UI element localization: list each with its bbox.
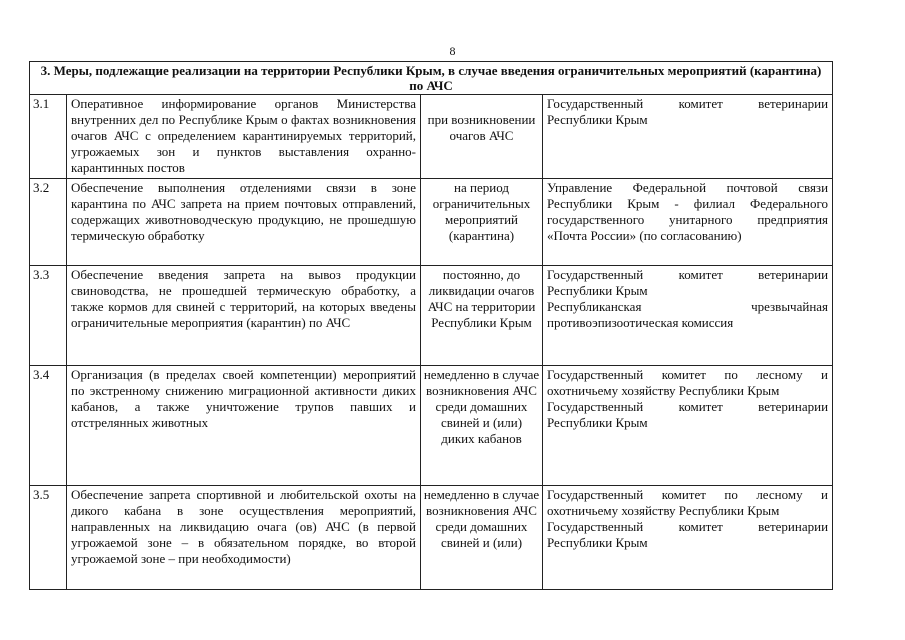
responsible-cell [543,366,833,486]
page-number: 8 [449,44,456,58]
section-title: 3. Меры, подлежащие реализации на территории Республики Крым, в случае введения ограничительных мероприятий (карантина) по АЧС [30,62,833,95]
row-number: 3.2 [30,179,67,266]
measure-cell: Обеспечение выполнения отделениями связи в зоне карантина по АЧС запрета на прием почтовых отправлений, содержащих животноводческую продукцию, не прошедшую термическую обработку [67,179,421,266]
row-number: 3.5 [30,486,67,590]
measure-cell: Обеспечение введения запрета на вывоз продукции свиноводства, не прошедшей термическую обработку, а также кормов для свиней с территорий, на которых введены ограничительные мероприятия (карантин) по АЧС [67,266,421,366]
table-row [30,95,833,179]
responsible-entity: Государственный комитет ветеринарии Республики Крым [547,96,829,127]
responsible-entity: Государственный комитет по лесному и охотничьему хозяйству Республики Крым [547,487,829,518]
row-number: 3.1 [30,95,67,179]
responsible-cell [543,179,833,266]
responsible-cell [543,95,833,179]
term-text: на период ограничительных мероприятий (карантина) [432,180,531,243]
responsible-entity: Государственный комитет ветеринарии Республики Крым [547,267,829,298]
measure-cell: Организация (в пределах своей компетенции) мероприятий по экстренному снижению миграционной активности диких кабанов, а также уничтожение трупов павших и отстрелянных животных [67,366,421,486]
term-cell [421,486,543,590]
responsible-cell [543,266,833,366]
responsible-entity: Управление Федеральной почтовой связи Республики Крым - филиал Федерального государственного унитарного предприятия «Почта России» (по согласованию) [547,180,829,243]
measure-cell: Оперативное информирование органов Министерства внутренних дел по Республике Крым о фактах возникновения очагов АЧС с определением карантинируемых территорий, угрожаемых зон и пунктов выставления охранно-карантинных постов [67,95,421,179]
responsible-entity: Государственный комитет ветеринарии Республики Крым [547,519,829,550]
table-row [30,266,833,366]
responsible-entity: Республиканская чрезвычайная противоэпизоотическая комиссия [547,299,829,330]
term-text: немедленно в случае возникновения АЧС среди домашних свиней и (или) [423,487,540,550]
table-row [30,179,833,266]
term-text: немедленно в случае возникновения АЧС среди домашних свиней и (или) диких кабанов [423,367,540,446]
row-number: 3.4 [30,366,67,486]
responsible-cell [543,486,833,590]
row-number: 3.3 [30,266,67,366]
measures-table [29,61,833,590]
section-header-row [30,62,833,95]
term-text: постоянно, до ликвидации очагов АЧС на территории Республики Крым [427,267,536,330]
responsible-entity: Государственный комитет по лесному и охотничьему хозяйству Республики Крым [547,367,829,398]
term-cell [421,179,543,266]
term-cell [421,366,543,486]
term-cell [421,266,543,366]
term-cell [421,95,543,179]
table-row [30,486,833,590]
responsible-entity: Государственный комитет ветеринарии Республики Крым [547,399,829,430]
measure-cell: Обеспечение запрета спортивной и любительской охоты на дикого кабана в зоне осуществления мероприятий, направленных на ликвидацию очага (ов) АЧС (в первой угрожаемой зоне – в обязательном порядке, во второй угрожаемой зоне – при необходимости) [67,486,421,590]
table-row [30,366,833,486]
term-text: при возникновении очагов АЧС [427,112,536,143]
